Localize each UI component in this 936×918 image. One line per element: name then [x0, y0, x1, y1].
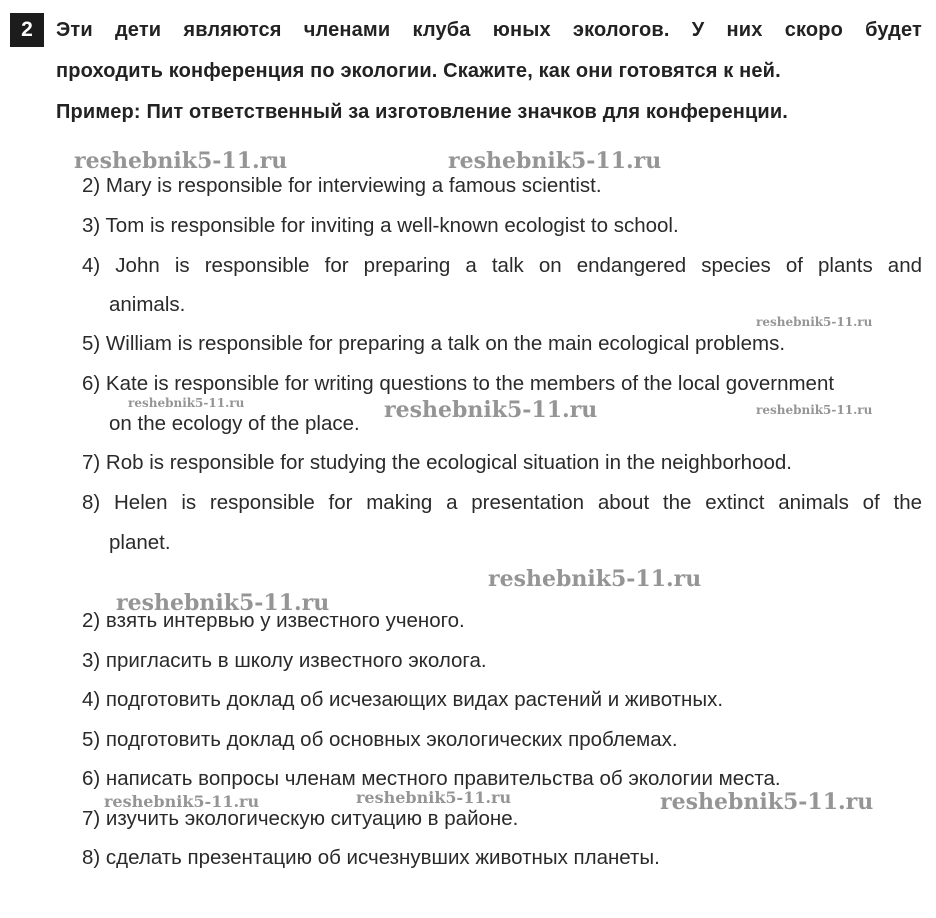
watermark: reshebnik5-11.ru: [74, 148, 288, 174]
answer-ru-3: 3) пригласить в школу известного эколога.: [82, 649, 487, 672]
answer-ru-2: 2) взять интервью у известного ученого.: [82, 609, 465, 632]
answer-en-3: 3) Tom is responsible for inviting a well-known ecologist to school.: [82, 214, 679, 237]
answer-en-6: 6) Kate is responsible for writing questions to the members of the local government: [82, 372, 835, 395]
answer-en-4-cont: animals.: [109, 293, 186, 316]
answer-ru-5: 5) подготовить доклад об основных экологических проблемах.: [82, 728, 678, 751]
watermark: reshebnik5-11.ru: [104, 792, 260, 811]
watermark: reshebnik5-11.ru: [660, 789, 874, 815]
answer-ru-7: 7) изучить экологическую ситуацию в районе.: [82, 807, 519, 830]
task-instructions: [56, 10, 922, 133]
answer-ru-4: 4) подготовить доклад об исчезающих видах растений и животных.: [82, 688, 724, 711]
answer-en-8-cont: planet.: [109, 531, 171, 554]
watermark: reshebnik5-11.ru: [356, 788, 512, 807]
watermark: reshebnik5-11.ru: [488, 566, 702, 592]
watermark: reshebnik5-11.ru: [116, 590, 330, 616]
answer-ru-8: 8) сделать презентацию об исчезнувших животных планеты.: [82, 846, 660, 869]
watermark: reshebnik5-11.ru: [756, 315, 873, 329]
answer-en-2: 2) Mary is responsible for interviewing a famous scientist.: [82, 174, 602, 197]
answer-en-4: 4) John is responsible for preparing a talk on endangered species of plants and: [82, 254, 922, 277]
task-line-2: проходить конференция по экологии. Скажите, как они готовятся к ней.: [56, 60, 781, 82]
task-example: Пример: Пит ответственный за изготовление значков для конференции.: [56, 101, 788, 123]
watermark: reshebnik5-11.ru: [128, 396, 245, 410]
answer-en-6-cont: on the ecology of the place.: [109, 412, 360, 435]
watermark: reshebnik5-11.ru: [448, 148, 662, 174]
task-line-1: Эти дети являются членами клуба юных экологов. У них скоро будет: [56, 19, 922, 41]
answer-en-5: 5) William is responsible for preparing a talk on the main ecological problems.: [82, 332, 786, 355]
answer-ru-6: 6) написать вопросы членам местного правительства об экологии места.: [82, 767, 781, 790]
answer-en-8: 8) Helen is responsible for making a presentation about the extinct animals of the: [82, 491, 922, 514]
watermark: reshebnik5-11.ru: [756, 403, 873, 417]
task-number-badge: 2: [10, 13, 44, 47]
answer-en-7: 7) Rob is responsible for studying the ecological situation in the neighborhood.: [82, 451, 792, 474]
watermark: reshebnik5-11.ru: [384, 397, 598, 423]
